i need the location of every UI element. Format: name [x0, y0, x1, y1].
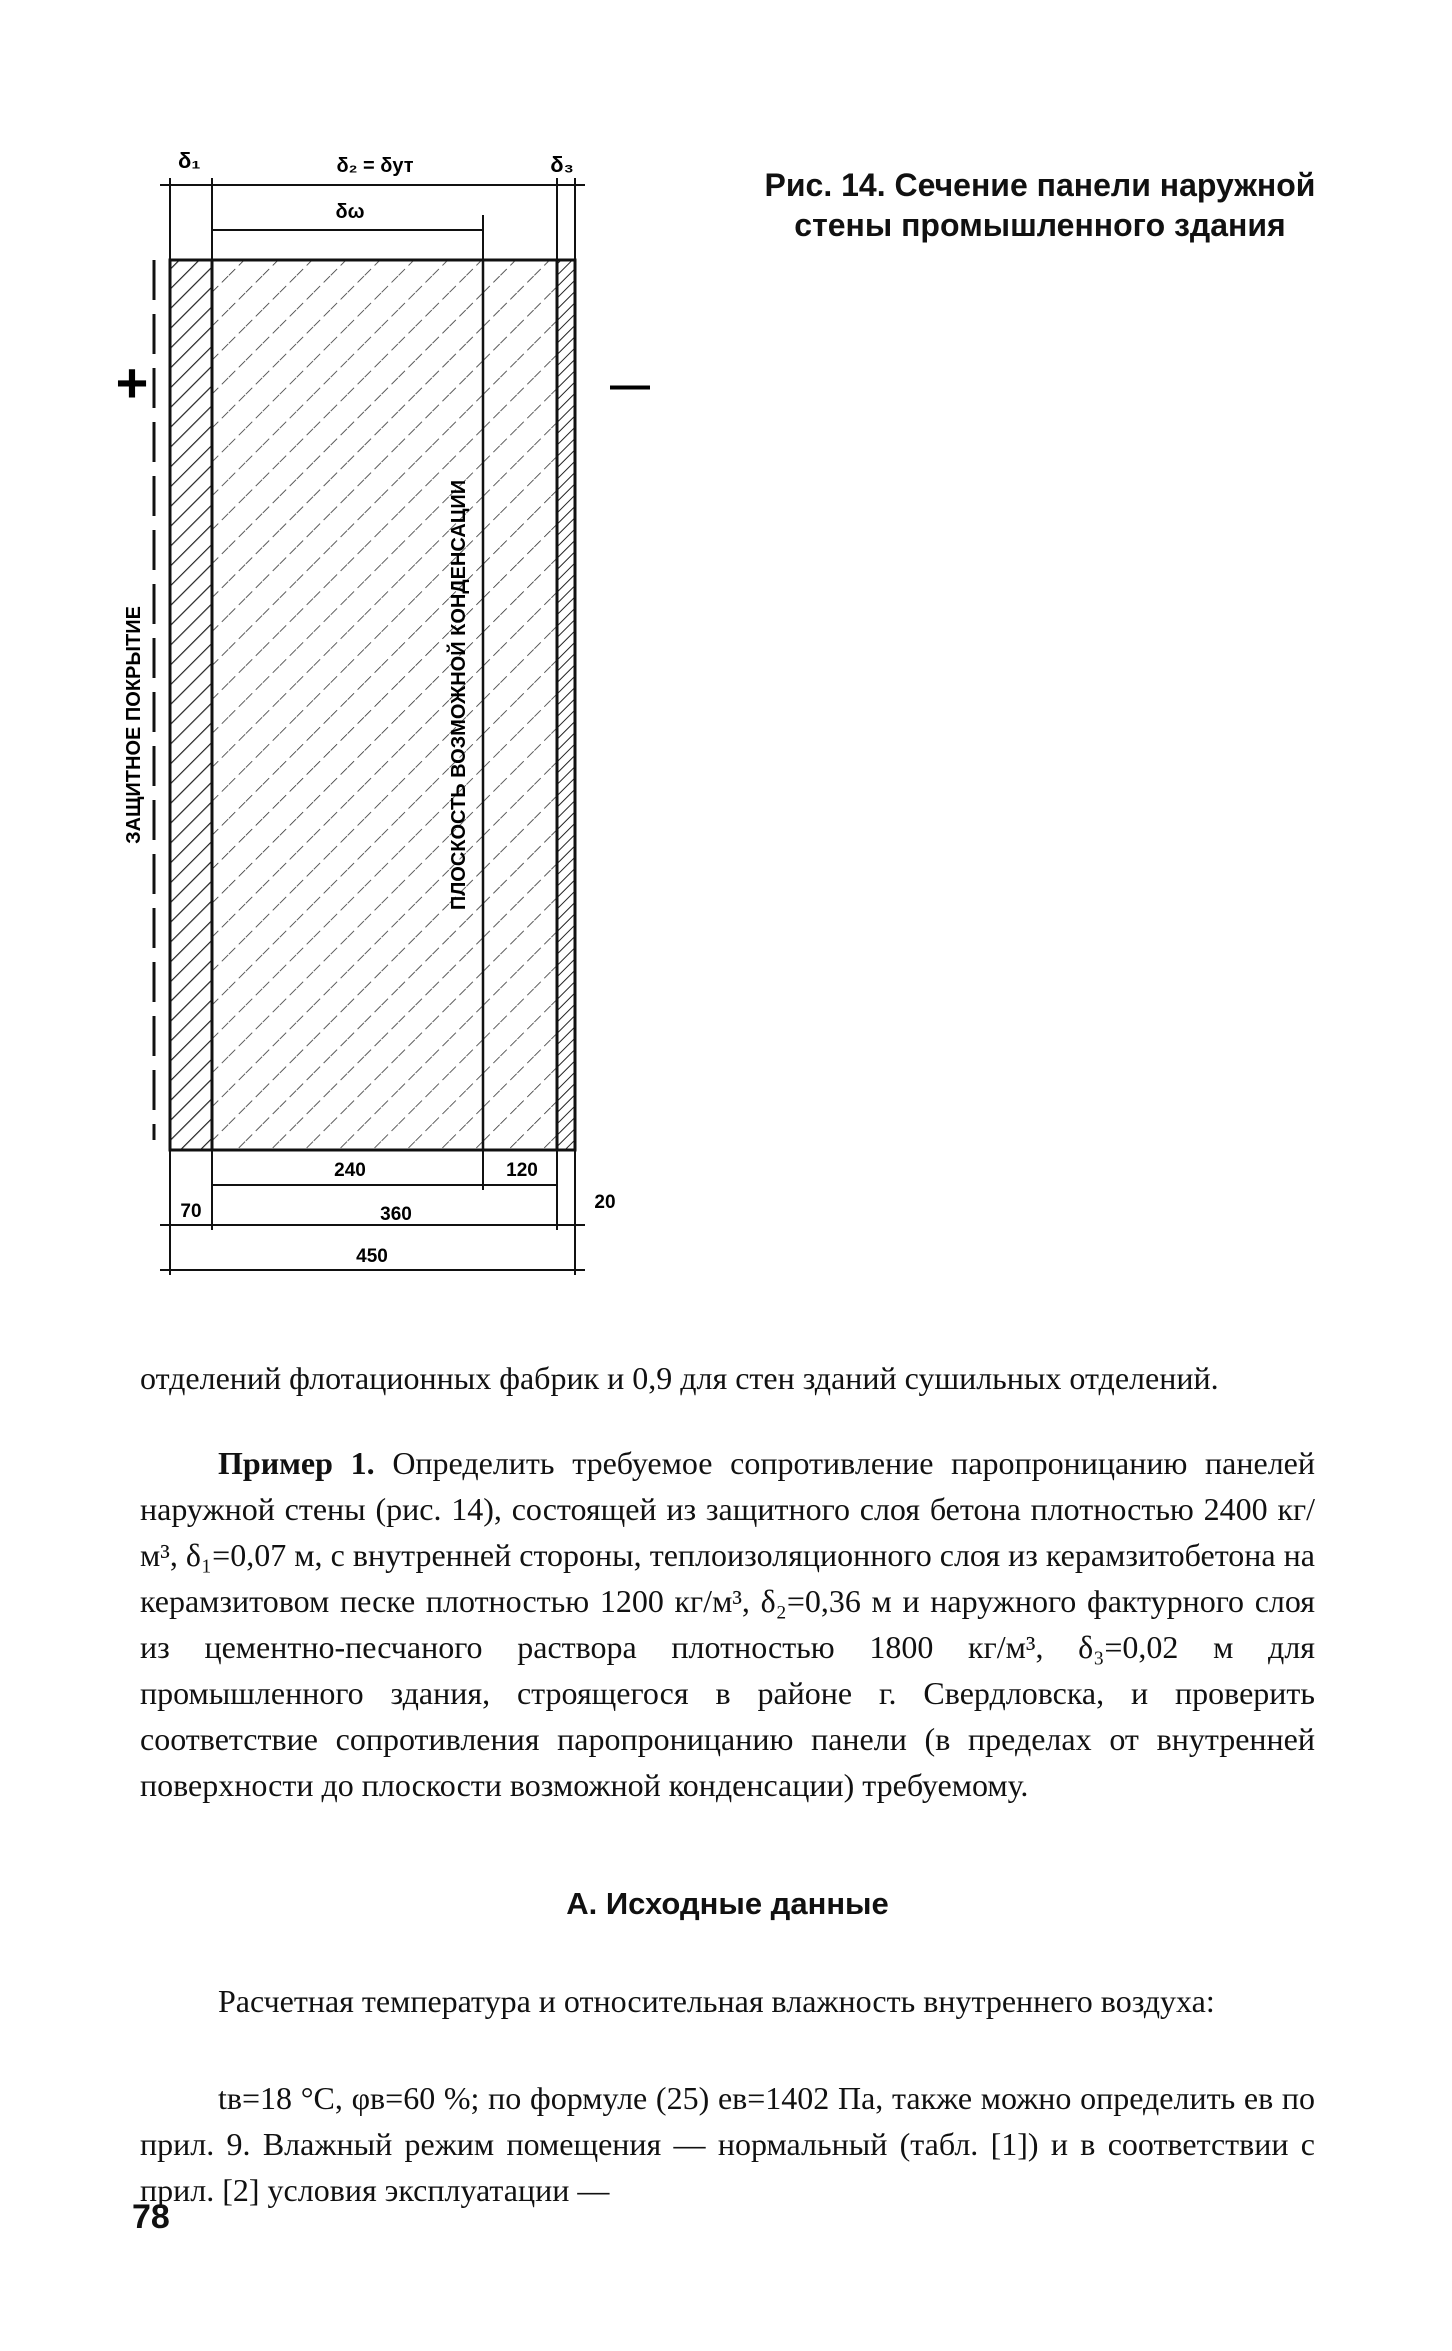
plus-sign: + — [115, 351, 149, 414]
protective-coating-label: ЗАЩИТНОЕ ПОКРЫТИЕ — [123, 606, 145, 844]
protective-layer — [170, 260, 212, 1150]
dim-450: 450 — [356, 1246, 388, 1267]
section-heading: А. Исходные данные — [566, 1886, 889, 1921]
figure-caption — [735, 165, 1345, 245]
caption-line-2: стены промышленного здания — [794, 207, 1286, 243]
label-delta1: δ₁ — [178, 148, 201, 173]
dim-240: 240 — [334, 1160, 366, 1181]
paragraph-formula: tв=18 °С, φв=60 %; по формуле (25) eв=1402 Па, также можно определить eв по прил. 9. Влажный режим помещения — нормальный (табл. [1]) и в соответствии с прил. [2] условия эксплуатации — — [140, 2080, 1315, 2208]
dim-120: 120 — [506, 1160, 538, 1181]
example-body: Определить требуемое сопротивление паропроницанию панелей наружной стены (рис. 14), состоящей из защитного слоя бетона плотностью 2400 кг/м³, δ₁=0,07 м, с внутренней стороны, теплоизоляционного слоя из керамзитобетона на керамзитовом песке плотностью 1200 кг/м³, δ₂=0,36 м и наружного фактурного слоя из цементно-песчаного раствора плотностью 1800 кг/м³, δ₃=0,02 м для промышленного здания, строящегося в районе г. Свердловска, и проверить соответствие сопротивления паропроницанию панели (в пределах от внутренней поверхности до плоскости возможной конденсации) требуемому. — [140, 1445, 1316, 1803]
caption-line-1: Рис. 14. Сечение панели наружной — [764, 167, 1316, 203]
outer-finish-layer — [557, 260, 575, 1150]
page-number: 78 — [132, 2198, 170, 2236]
example-lead: Пример 1. — [218, 1445, 375, 1481]
condensation-plane-label: ПЛОСКОСТЬ ВОЗМОЖНОЙ КОНДЕНСАЦИИ — [448, 479, 470, 911]
paragraph-initial-data: Расчетная температура и относительная влажность внутреннего воздуха: — [218, 1983, 1215, 2019]
dim-20: 20 — [594, 1192, 616, 1213]
paragraph-example — [140, 1440, 1315, 1808]
insulation-layer — [212, 260, 557, 1150]
label-delta2: δ₂ = δут — [336, 155, 414, 177]
dim-360: 360 — [380, 1204, 412, 1225]
dim-70: 70 — [180, 1201, 202, 1222]
minus-sign: — — [610, 363, 650, 407]
paragraph-continuation: отделений флотационных фабрик и 0,9 для стен зданий сушильных отделений. — [140, 1360, 1219, 1396]
wall-section-figure — [115, 140, 660, 1305]
label-delta3: δ₃ — [550, 152, 574, 177]
label-delta-omega: δω — [335, 201, 365, 223]
